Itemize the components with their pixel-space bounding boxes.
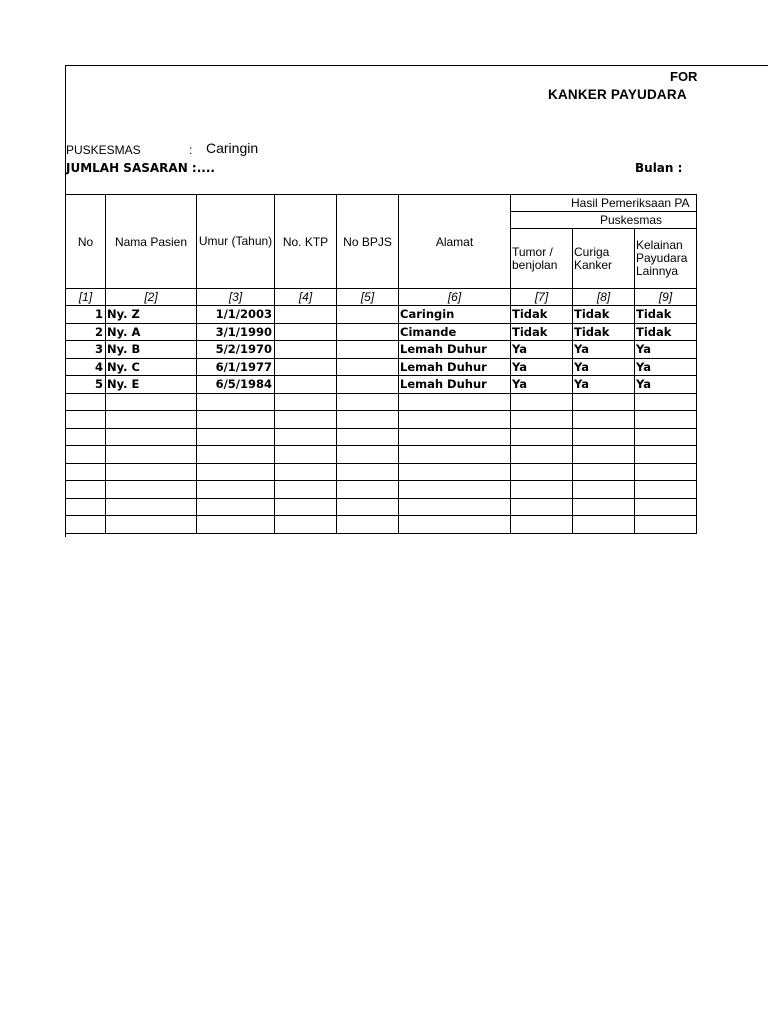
empty-cell[interactable] xyxy=(573,428,635,446)
column-index: [2] xyxy=(106,289,197,306)
cell-kelainan[interactable]: Ya xyxy=(635,341,697,359)
empty-cell[interactable] xyxy=(275,428,337,446)
empty-cell[interactable] xyxy=(573,446,635,464)
form-title: FOR xyxy=(670,69,698,84)
empty-cell[interactable] xyxy=(66,446,106,464)
cell-ktp[interactable] xyxy=(275,376,337,394)
empty-cell[interactable] xyxy=(337,446,399,464)
empty-cell[interactable] xyxy=(511,428,573,446)
column-index: [3] xyxy=(197,289,275,306)
header-ktp: No. KTP xyxy=(275,195,337,289)
empty-cell[interactable] xyxy=(106,411,197,429)
empty-cell[interactable] xyxy=(337,463,399,481)
cell-ktp[interactable] xyxy=(275,306,337,324)
cell-ktp[interactable] xyxy=(275,358,337,376)
empty-cell[interactable] xyxy=(66,498,106,516)
column-index: [9] xyxy=(635,289,697,306)
empty-cell[interactable] xyxy=(511,446,573,464)
header-nama: Nama Pasien xyxy=(106,195,197,289)
empty-cell[interactable] xyxy=(511,393,573,411)
empty-cell[interactable] xyxy=(66,393,106,411)
empty-cell[interactable] xyxy=(399,411,511,429)
empty-cell[interactable] xyxy=(106,498,197,516)
puskesmas-label: PUSKESMAS xyxy=(66,143,141,157)
cell-tgl[interactable]: 3/1/1990 xyxy=(197,323,275,341)
empty-cell[interactable] xyxy=(275,481,337,499)
cell-kelainan[interactable]: Ya xyxy=(635,358,697,376)
empty-row xyxy=(66,463,697,481)
empty-cell[interactable] xyxy=(106,463,197,481)
empty-row xyxy=(66,446,697,464)
empty-cell[interactable] xyxy=(106,393,197,411)
patient-table xyxy=(65,194,697,534)
empty-cell[interactable] xyxy=(197,463,275,481)
cell-bpjs[interactable] xyxy=(337,306,399,324)
column-index-row xyxy=(66,289,697,306)
cell-alamat[interactable]: Lemah Duhur xyxy=(399,376,511,394)
empty-cell[interactable] xyxy=(399,393,511,411)
form-sheet xyxy=(65,65,768,537)
empty-cell[interactable] xyxy=(66,481,106,499)
empty-row xyxy=(66,393,697,411)
cell-curiga[interactable]: Ya xyxy=(573,376,635,394)
empty-cell[interactable] xyxy=(511,498,573,516)
empty-cell[interactable] xyxy=(337,428,399,446)
cell-tumor[interactable]: Ya xyxy=(511,376,573,394)
form-subtitle: KANKER PAYUDARA xyxy=(548,87,687,102)
header-no: No xyxy=(66,195,106,289)
cell-bpjs[interactable] xyxy=(337,376,399,394)
empty-cell[interactable] xyxy=(106,481,197,499)
cell-tgl[interactable]: 6/1/1977 xyxy=(197,358,275,376)
cell-nama[interactable]: Ny. E xyxy=(106,376,197,394)
empty-cell[interactable] xyxy=(399,463,511,481)
header-tumor: Tumor / benjolan xyxy=(511,229,573,289)
table-row xyxy=(66,376,697,394)
cell-ktp[interactable] xyxy=(275,323,337,341)
empty-cell[interactable] xyxy=(337,393,399,411)
cell-bpjs[interactable] xyxy=(337,358,399,376)
empty-cell[interactable] xyxy=(573,393,635,411)
empty-cell[interactable] xyxy=(197,481,275,499)
empty-cell[interactable] xyxy=(635,516,697,534)
cell-alamat[interactable]: Caringin xyxy=(399,306,511,324)
empty-cell[interactable] xyxy=(337,498,399,516)
cell-curiga[interactable]: Ya xyxy=(573,341,635,359)
header-curiga: Curiga Kanker xyxy=(573,229,635,289)
top-border xyxy=(65,65,768,66)
jumlah-sasaran[interactable]: JUMLAH SASARAN :.... xyxy=(66,161,215,175)
empty-row xyxy=(66,516,697,534)
empty-cell[interactable] xyxy=(66,411,106,429)
empty-cell[interactable] xyxy=(337,516,399,534)
cell-curiga[interactable]: Tidak xyxy=(573,323,635,341)
empty-cell[interactable] xyxy=(337,481,399,499)
empty-row xyxy=(66,411,697,429)
bulan-label: Bulan : xyxy=(635,161,683,175)
empty-cell[interactable] xyxy=(399,428,511,446)
empty-cell[interactable] xyxy=(399,446,511,464)
empty-cell[interactable] xyxy=(573,516,635,534)
empty-cell[interactable] xyxy=(197,446,275,464)
empty-cell[interactable] xyxy=(635,481,697,499)
column-index: [4] xyxy=(275,289,337,306)
cell-ktp[interactable] xyxy=(275,341,337,359)
cell-curiga[interactable]: Ya xyxy=(573,358,635,376)
empty-cell[interactable] xyxy=(399,481,511,499)
column-index: [6] xyxy=(399,289,511,306)
empty-cell[interactable] xyxy=(66,516,106,534)
cell-no[interactable]: 5 xyxy=(66,376,106,394)
cell-tgl[interactable]: 5/2/1970 xyxy=(197,341,275,359)
cell-bpjs[interactable] xyxy=(337,323,399,341)
header-hasil: Hasil Pemeriksaan PA xyxy=(511,195,697,212)
empty-cell[interactable] xyxy=(197,428,275,446)
empty-cell[interactable] xyxy=(106,446,197,464)
empty-row xyxy=(66,498,697,516)
cell-nama[interactable]: Ny. Z xyxy=(106,306,197,324)
cell-alamat[interactable]: Lemah Duhur xyxy=(399,341,511,359)
cell-tumor[interactable]: Ya xyxy=(511,358,573,376)
puskesmas-row xyxy=(66,140,259,157)
empty-cell[interactable] xyxy=(106,516,197,534)
header-umur: Umur (Tahun) xyxy=(197,195,275,289)
empty-cell[interactable] xyxy=(275,411,337,429)
empty-cell[interactable] xyxy=(106,428,197,446)
empty-cell[interactable] xyxy=(635,498,697,516)
empty-cell[interactable] xyxy=(511,411,573,429)
cell-no[interactable]: 3 xyxy=(66,341,106,359)
empty-cell[interactable] xyxy=(635,428,697,446)
empty-row xyxy=(66,481,697,499)
empty-cell[interactable] xyxy=(573,498,635,516)
cell-nama[interactable]: Ny. A xyxy=(106,323,197,341)
empty-cell[interactable] xyxy=(275,516,337,534)
cell-curiga[interactable]: Tidak xyxy=(573,306,635,324)
empty-cell[interactable] xyxy=(635,463,697,481)
empty-cell[interactable] xyxy=(66,428,106,446)
cell-tgl[interactable]: 6/5/1984 xyxy=(197,376,275,394)
empty-cell[interactable] xyxy=(573,411,635,429)
cell-kelainan[interactable]: Tidak xyxy=(635,306,697,324)
cell-bpjs[interactable] xyxy=(337,341,399,359)
cell-no[interactable]: 2 xyxy=(66,323,106,341)
empty-cell[interactable] xyxy=(399,498,511,516)
empty-cell[interactable] xyxy=(197,411,275,429)
header-bpjs: No BPJS xyxy=(337,195,399,289)
empty-cell[interactable] xyxy=(635,411,697,429)
header-kelainan: Kelainan Payudara Lainnya xyxy=(635,229,697,289)
cell-tgl[interactable]: 1/1/2003 xyxy=(197,306,275,324)
empty-cell[interactable] xyxy=(635,393,697,411)
empty-cell[interactable] xyxy=(197,393,275,411)
column-index: [8] xyxy=(573,289,635,306)
cell-nama[interactable]: Ny. B xyxy=(106,341,197,359)
empty-cell[interactable] xyxy=(197,516,275,534)
cell-tumor[interactable]: Tidak xyxy=(511,323,573,341)
empty-cell[interactable] xyxy=(275,446,337,464)
column-index: [5] xyxy=(337,289,399,306)
cell-kelainan[interactable]: Ya xyxy=(635,376,697,394)
header-alamat: Alamat xyxy=(399,195,511,289)
empty-cell[interactable] xyxy=(511,481,573,499)
column-index: [7] xyxy=(511,289,573,306)
empty-cell[interactable] xyxy=(197,498,275,516)
table-row xyxy=(66,306,697,324)
cell-alamat[interactable]: Cimande xyxy=(399,323,511,341)
cell-kelainan[interactable]: Tidak xyxy=(635,323,697,341)
empty-cell[interactable] xyxy=(275,498,337,516)
cell-no[interactable]: 4 xyxy=(66,358,106,376)
header-puskesmas: Puskesmas xyxy=(511,212,697,229)
empty-cell[interactable] xyxy=(275,463,337,481)
empty-cell[interactable] xyxy=(337,411,399,429)
table-row xyxy=(66,323,697,341)
cell-alamat[interactable]: Lemah Duhur xyxy=(399,358,511,376)
table-row xyxy=(66,341,697,359)
empty-cell[interactable] xyxy=(275,393,337,411)
empty-cell[interactable] xyxy=(573,481,635,499)
empty-cell[interactable] xyxy=(399,516,511,534)
cell-nama[interactable]: Ny. C xyxy=(106,358,197,376)
empty-cell[interactable] xyxy=(511,463,573,481)
puskesmas-colon: : xyxy=(189,143,193,157)
empty-cell[interactable] xyxy=(66,463,106,481)
empty-cell[interactable] xyxy=(635,446,697,464)
empty-cell[interactable] xyxy=(511,516,573,534)
empty-row xyxy=(66,428,697,446)
column-index: [1] xyxy=(66,289,106,306)
cell-no[interactable]: 1 xyxy=(66,306,106,324)
puskesmas-value[interactable]: Caringin xyxy=(206,140,259,156)
empty-cell[interactable] xyxy=(573,463,635,481)
table-row xyxy=(66,358,697,376)
cell-tumor[interactable]: Ya xyxy=(511,341,573,359)
cell-tumor[interactable]: Tidak xyxy=(511,306,573,324)
